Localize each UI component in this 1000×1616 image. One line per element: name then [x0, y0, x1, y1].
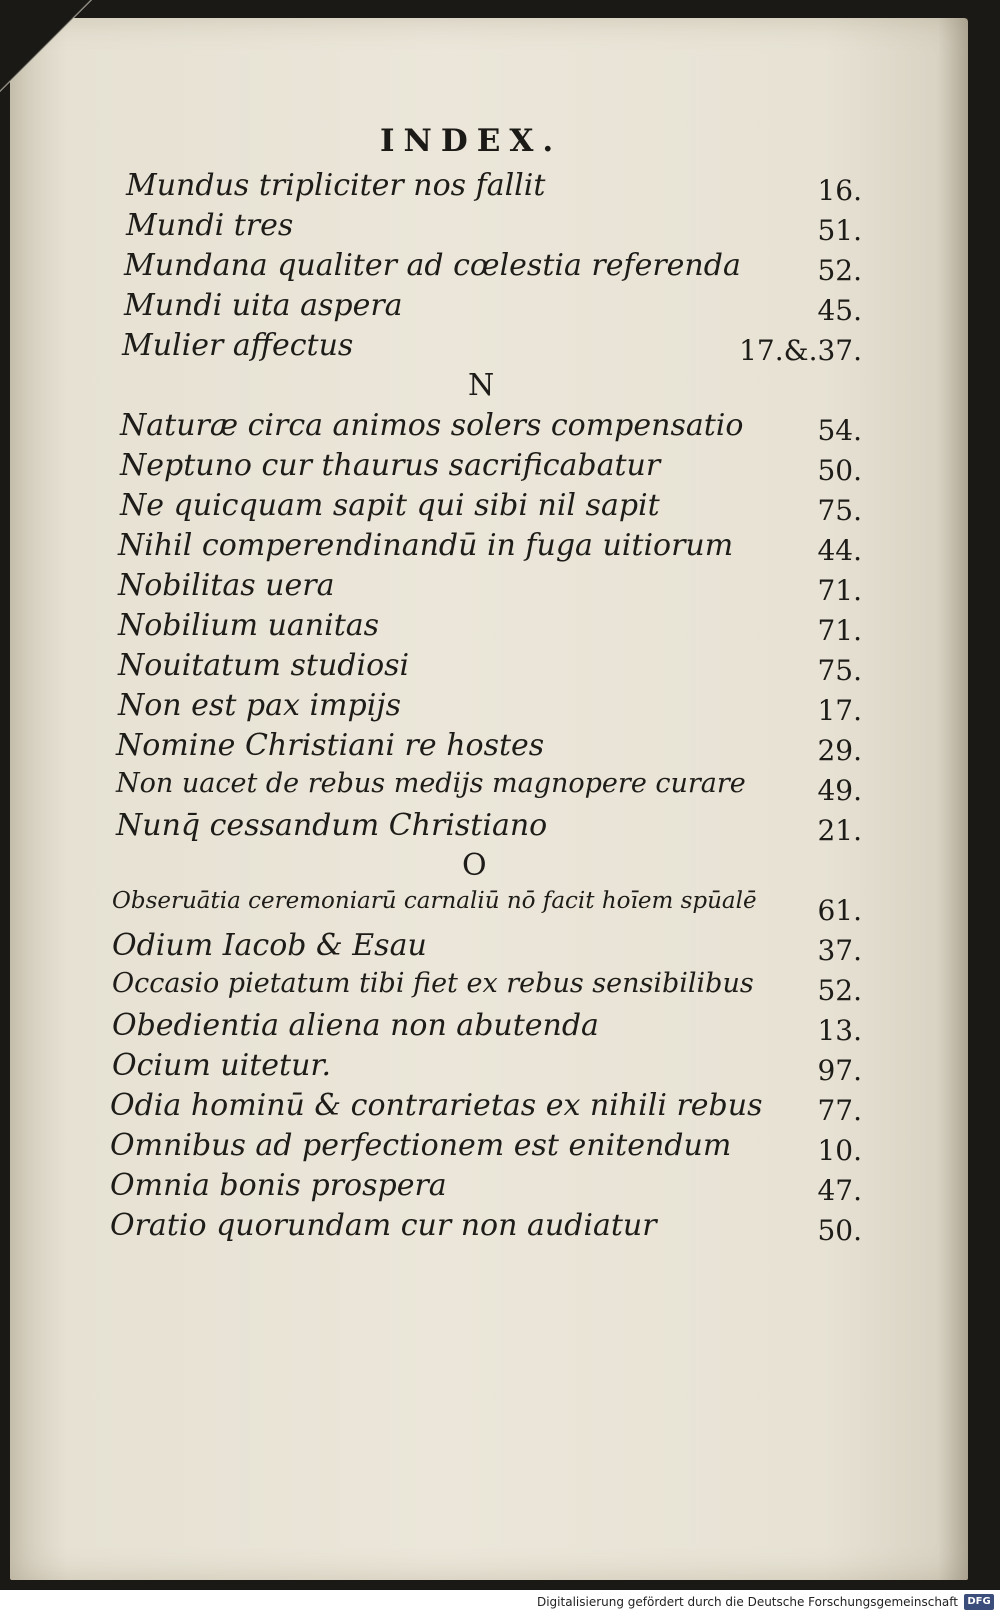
index-entry — [0, 1128, 1000, 1168]
footer-bar — [0, 1590, 1000, 1616]
index-entry — [0, 288, 1000, 328]
index-entry — [0, 1168, 1000, 1208]
entry-text: Ocium uitetur. — [112, 1048, 331, 1083]
index-entry — [0, 1208, 1000, 1248]
index-entry — [0, 328, 1000, 368]
page-header: INDEX. — [380, 123, 563, 159]
entry-page-number: 45. — [817, 294, 862, 327]
entry-page-number: 29. — [817, 734, 862, 767]
index-entry — [0, 488, 1000, 528]
entry-text: Occasio pietatum tibi fiet ex rebus sensibilibus — [112, 968, 754, 999]
index-entry — [0, 568, 1000, 608]
index-entry — [0, 688, 1000, 728]
entry-page-number: 50. — [817, 1214, 862, 1247]
entry-text: Obseruātia ceremoniarū carnaliū nō facit hoīem spūalē — [112, 888, 757, 914]
entry-page-number: 13. — [817, 1014, 862, 1047]
index-entry — [0, 208, 1000, 248]
entry-page-number: 44. — [817, 534, 862, 567]
index-entry — [0, 528, 1000, 568]
entry-text: Nouitatum studiosi — [118, 648, 410, 683]
entry-page-number: 52. — [817, 254, 862, 287]
entry-page-number: 49. — [817, 774, 862, 807]
entry-page-number: 75. — [817, 654, 862, 687]
entry-text: Mulier affectus — [122, 328, 354, 363]
entry-page-number: 71. — [817, 574, 862, 607]
entry-text: Obedientia aliena non abutenda — [112, 1008, 599, 1043]
entry-text: Mundus tripliciter nos fallit — [126, 168, 546, 203]
entry-page-number: 17.&.37. — [739, 334, 862, 367]
entry-page-number: 52. — [817, 974, 862, 1007]
index-entry — [0, 928, 1000, 968]
entry-page-number: 10. — [817, 1134, 862, 1167]
index-entry — [0, 248, 1000, 288]
entry-page-number: 50. — [817, 454, 862, 487]
entry-text: Nomine Christiani re hostes — [116, 728, 545, 763]
index-entry — [0, 648, 1000, 688]
entry-text: Omnibus ad perfectionem est enitendum — [110, 1128, 732, 1163]
index-entry — [0, 1048, 1000, 1088]
index-entry — [0, 1008, 1000, 1048]
entry-text: Non uacet de rebus medijs magnopere curare — [116, 768, 746, 799]
index-entry — [0, 808, 1000, 848]
entry-page-number: 37. — [817, 934, 862, 967]
entry-text: Omnia bonis prospera — [110, 1168, 447, 1203]
entry-text: Nobilitas uera — [118, 568, 335, 603]
entry-text: Odia hominū & contrarietas ex nihili rebus — [110, 1088, 763, 1123]
entry-text: Neptuno cur thaurus sacrificabatur — [120, 448, 661, 483]
entry-page-number: 54. — [817, 414, 862, 447]
entry-text: Non est pax impijs — [118, 688, 401, 723]
entry-text: Odium Iacob & Esau — [112, 928, 427, 963]
entry-page-number: 21. — [817, 814, 862, 847]
entry-page-number: 75. — [817, 494, 862, 527]
entry-page-number: 47. — [817, 1174, 862, 1207]
entry-text: Mundana qualiter ad cœlestia referenda — [124, 248, 741, 283]
index-entry — [0, 1088, 1000, 1128]
entry-text: Ne quicquam sapit qui sibi nil sapit — [120, 488, 660, 523]
index-entry — [0, 968, 1000, 1008]
dfg-logo: DFG — [964, 1594, 994, 1610]
entry-page-number: 16. — [817, 174, 862, 207]
entry-text: Nihil comperendinandū in fuga uitiorum — [118, 528, 734, 563]
entry-page-number: 51. — [817, 214, 862, 247]
entry-page-number: 61. — [817, 894, 862, 927]
entry-text: Mundi uita aspera — [124, 288, 403, 323]
index-entry — [0, 408, 1000, 448]
index-entry — [0, 168, 1000, 208]
entry-text: Oratio quorundam cur non audiatur — [110, 1208, 657, 1243]
entry-page-number: 97. — [817, 1054, 862, 1087]
section-letter-n: N — [468, 368, 495, 403]
index-entry — [0, 728, 1000, 768]
entry-text: Nobilium uanitas — [118, 608, 380, 643]
entry-text: Mundi tres — [126, 208, 294, 243]
entry-page-number: 77. — [817, 1094, 862, 1127]
index-entry — [0, 768, 1000, 808]
entry-text: Naturæ circa animos solers compensatio — [120, 408, 744, 443]
entry-page-number: 71. — [817, 614, 862, 647]
footer-credit: Digitalisierung gefördert durch die Deutsche Forschungsgemeinschaft — [536, 1595, 958, 1609]
index-entry — [0, 448, 1000, 488]
entry-page-number: 17. — [817, 694, 862, 727]
section-letter-o: O — [462, 848, 487, 883]
index-entry — [0, 888, 1000, 928]
index-entry — [0, 608, 1000, 648]
entry-text: Nunq̄ cessandum Christiano — [116, 808, 548, 843]
